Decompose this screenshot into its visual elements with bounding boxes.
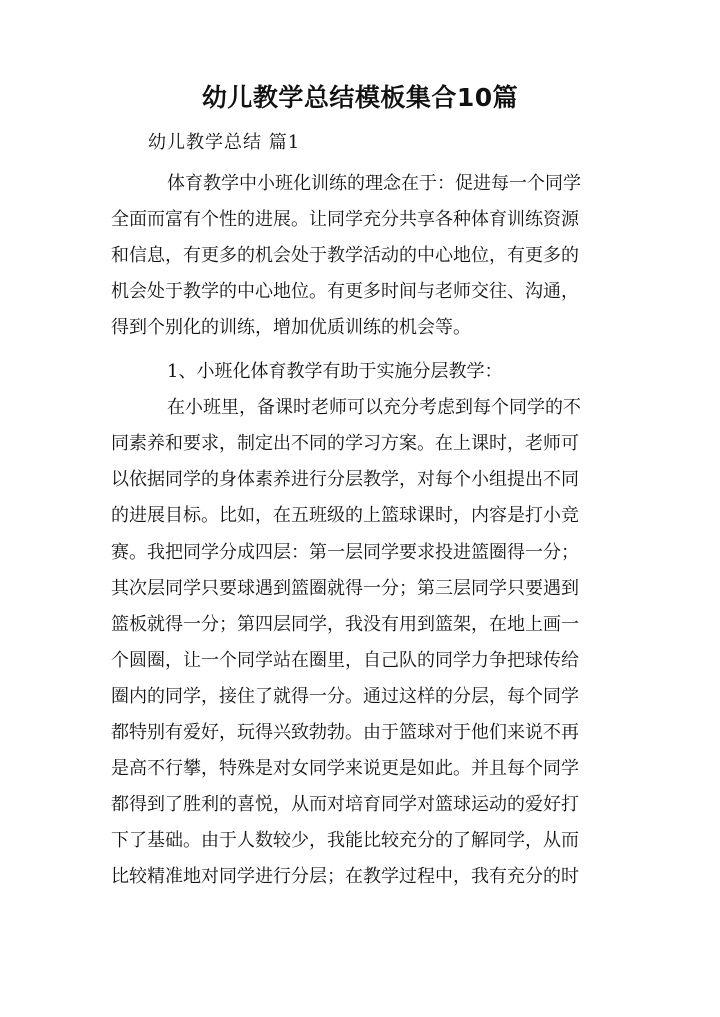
paragraph-line: 得到个别化的训练，增加优质训练的机会等。 — [111, 317, 471, 338]
paragraph-line: 篮板就得一分；第四层同学，我没有用到篮架，在地上画一 — [111, 614, 579, 635]
document-title: 幼儿教学总结模板集合10篇 — [201, 83, 519, 112]
paragraph-line: 的进展目标。比如，在五班级的上篮球课时，内容是打小竞 — [111, 505, 579, 526]
list-heading: 1、小班化体育教学有助于实施分层教学： — [167, 361, 503, 382]
paragraph-line: 都得到了胜利的喜悦，从而对培育同学对篮球运动的爱好打 — [111, 794, 579, 815]
paragraph-line: 和信息，有更多的机会处于教学活动的中心地位，有更多的 — [111, 245, 579, 266]
paragraph-line: 在小班里，备课时老师可以充分考虑到每个同学的不 — [167, 397, 581, 418]
paragraph-line: 都特别有爱好，玩得兴致勃勃。由于篮球对于他们来说不再 — [111, 722, 579, 743]
paragraph-line: 机会处于教学的中心地位。有更多时间与老师交往、沟通， — [111, 281, 579, 302]
paragraph-line: 同素养和要求，制定出不同的学习方案。在上课时，老师可 — [111, 433, 579, 454]
paragraph-line: 比较精准地对同学进行分层；在教学过程中，我有充分的时 — [111, 866, 579, 887]
paragraph-line: 下了基础。由于人数较少，我能比较充分的了解同学，从而 — [111, 830, 579, 851]
paragraph-line: 其次层同学只要球遇到篮圈就得一分；第三层同学只要遇到 — [111, 578, 579, 599]
paragraph-line: 是高不行攀，特殊是对女同学来说更是如此。并且每个同学 — [111, 758, 579, 779]
paragraph-line: 以依据同学的身体素养进行分层教学，对每个小组提出不同 — [111, 469, 579, 490]
paragraph-line: 全面而富有个性的进展。让同学充分共享各种体育训练资源 — [111, 209, 579, 230]
paragraph-line: 赛。我把同学分成四层：第一层同学要求投进篮圈得一分； — [111, 542, 579, 563]
paragraph-line: 圈内的同学，接住了就得一分。通过这样的分层，每个同学 — [111, 686, 579, 707]
section-heading: 幼儿教学总结 篇1 — [148, 132, 301, 153]
paragraph-line: 个圆圈，让一个同学站在圈里，自己队的同学力争把球传给 — [111, 650, 579, 671]
paragraph-line: 体育教学中小班化训练的理念在于：促进每一个同学 — [167, 173, 581, 194]
